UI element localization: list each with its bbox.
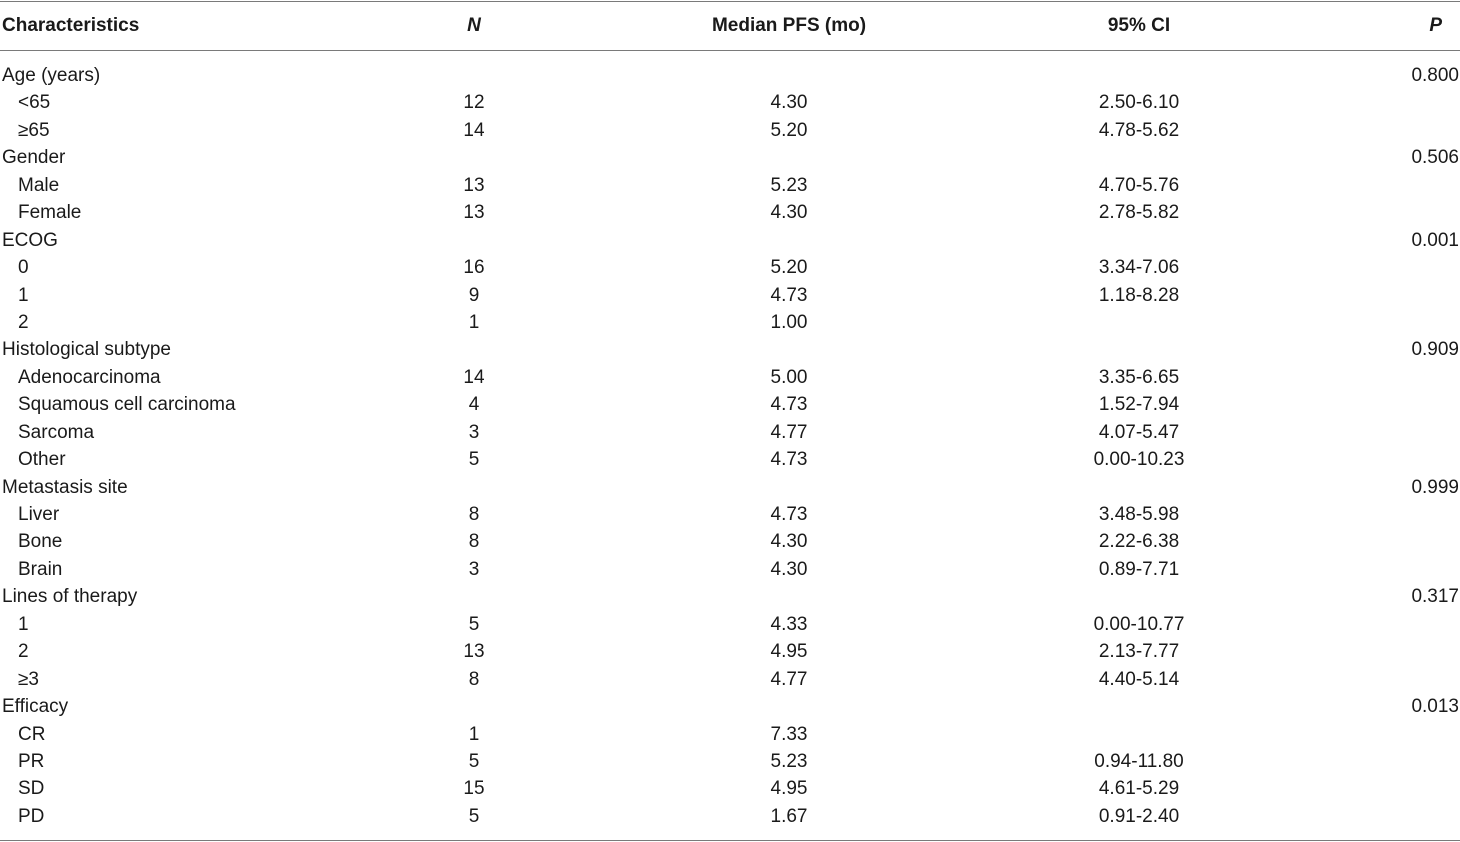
table-group-row [0, 583, 1460, 610]
table-row [0, 254, 1460, 281]
table-row [0, 446, 1460, 473]
cell-median-pfs: 4.30 [770, 558, 808, 580]
cell-n: 1 [468, 311, 480, 333]
cell-characteristic: PR [18, 750, 45, 772]
header-n: N [467, 15, 481, 36]
cell-characteristic: PD [18, 805, 45, 827]
cell-characteristic: ≥3 [18, 668, 39, 690]
cell-median-pfs: 5.00 [770, 366, 808, 388]
cell-characteristic: Female [18, 202, 82, 224]
cell-median-pfs: 4.95 [770, 641, 808, 663]
cell-ci: 3.35-6.65 [1098, 366, 1180, 388]
cell-median-pfs: 5.23 [770, 750, 808, 772]
table-group-row [0, 693, 1460, 720]
table-row [0, 89, 1460, 116]
cell-ci: 0.94-11.80 [1094, 750, 1184, 772]
table-row [0, 638, 1460, 665]
cell-n: 5 [468, 449, 480, 471]
cell-n: 4 [468, 394, 480, 416]
cell-characteristic: Age (years) [2, 65, 101, 86]
cell-median-pfs: 4.30 [770, 202, 808, 224]
cell-characteristic: Adenocarcinoma [18, 366, 161, 388]
table-bottom-rule [0, 840, 1460, 841]
table-group-row [0, 474, 1460, 501]
cell-ci: 2.78-5.82 [1098, 202, 1180, 224]
cell-median-pfs: 4.73 [770, 449, 808, 471]
cell-characteristic: Sarcoma [18, 421, 95, 443]
header-p: P [1429, 15, 1442, 36]
cell-characteristic: Other [18, 449, 66, 471]
table-row [0, 501, 1460, 528]
cell-n: 15 [463, 778, 485, 800]
cell-n: 13 [463, 202, 485, 224]
table-row [0, 309, 1460, 336]
cell-median-pfs: 4.73 [770, 284, 808, 306]
table-header-rule [0, 50, 1460, 51]
cell-ci: 1.52-7.94 [1098, 394, 1180, 416]
cell-characteristic: ≥65 [18, 119, 50, 141]
table-row [0, 199, 1460, 226]
cell-n: 16 [463, 257, 485, 279]
cell-ci: 1.18-8.28 [1098, 284, 1180, 306]
table-row [0, 528, 1460, 555]
cell-median-pfs: 4.77 [770, 421, 808, 443]
cell-characteristic: Male [18, 174, 60, 196]
cell-p: 0.909 [1411, 339, 1459, 361]
cell-characteristic: Metastasis site [2, 476, 128, 498]
cell-ci: 0.00-10.23 [1093, 449, 1185, 471]
cell-n: 14 [463, 366, 485, 388]
cell-characteristic: 0 [18, 257, 29, 279]
table-row [0, 419, 1460, 446]
cell-p: 0.001 [1411, 229, 1459, 251]
cell-median-pfs: 4.73 [770, 394, 808, 416]
cell-characteristic: Gender [2, 147, 66, 169]
cell-median-pfs: 4.77 [770, 668, 808, 690]
cell-ci: 2.22-6.38 [1098, 531, 1180, 553]
table-group-row [0, 336, 1460, 363]
table-row [0, 556, 1460, 583]
cell-ci: 3.34-7.06 [1098, 257, 1180, 279]
table-header [0, 0, 1460, 50]
cell-characteristic: Liver [18, 504, 60, 525]
cell-characteristic: 2 [18, 311, 29, 333]
cell-ci: 0.89-7.71 [1098, 558, 1180, 580]
cell-characteristic: 1 [18, 284, 29, 306]
cell-n: 3 [468, 421, 480, 443]
header-ci: 95% CI [1107, 15, 1171, 36]
cell-characteristic: <65 [18, 92, 51, 114]
cell-characteristic: Squamous cell carcinoma [18, 394, 236, 416]
cell-characteristic: ECOG [2, 229, 58, 251]
cell-median-pfs: 7.33 [770, 723, 808, 745]
cell-ci: 2.50-6.10 [1098, 92, 1180, 114]
table-row [0, 748, 1460, 775]
cell-characteristic: Efficacy [2, 696, 69, 718]
cell-median-pfs: 5.23 [770, 174, 808, 196]
cell-n: 5 [468, 805, 480, 827]
cell-p: 0.999 [1411, 476, 1459, 498]
table-row [0, 721, 1460, 748]
cell-p: 0.013 [1411, 696, 1459, 718]
cell-median-pfs: 4.30 [770, 92, 808, 114]
cell-n: 3 [468, 558, 480, 580]
cell-ci: 4.07-5.47 [1098, 421, 1180, 443]
cell-n: 5 [468, 750, 480, 772]
table-row [0, 282, 1460, 309]
cell-characteristic: 2 [18, 641, 29, 663]
cell-characteristic: Lines of therapy [2, 586, 138, 608]
cell-ci: 4.40-5.14 [1098, 668, 1180, 690]
cell-n: 9 [468, 284, 480, 306]
cell-median-pfs: 4.33 [770, 613, 808, 635]
cell-characteristic: CR [18, 723, 46, 745]
table-row [0, 775, 1460, 802]
cell-ci: 0.00-10.77 [1093, 613, 1185, 635]
table-group-row [0, 227, 1460, 254]
cell-median-pfs: 1.00 [770, 311, 808, 333]
table-row [0, 391, 1460, 418]
header-median-pfs: Median PFS (mo) [711, 15, 867, 36]
cell-characteristic: SD [18, 778, 45, 800]
table-group-row [0, 62, 1460, 89]
cell-n: 1 [468, 723, 480, 745]
cell-n: 13 [463, 174, 485, 196]
cell-median-pfs: 4.95 [770, 778, 808, 800]
table-row [0, 611, 1460, 638]
cell-p: 0.800 [1411, 65, 1459, 86]
table-row [0, 117, 1460, 144]
cell-median-pfs: 4.73 [770, 504, 808, 525]
cell-median-pfs: 5.20 [770, 257, 808, 279]
cell-ci: 3.48-5.98 [1098, 504, 1180, 525]
table-row [0, 364, 1460, 391]
cell-n: 14 [463, 119, 485, 141]
table-row [0, 666, 1460, 693]
cell-n: 8 [468, 504, 480, 525]
cell-characteristic: 1 [18, 613, 29, 635]
cell-median-pfs: 1.67 [770, 805, 808, 827]
cell-ci: 0.91-2.40 [1098, 805, 1180, 827]
cell-ci: 4.78-5.62 [1098, 119, 1180, 141]
cell-median-pfs: 5.20 [770, 119, 808, 141]
cell-p: 0.506 [1411, 147, 1459, 169]
cell-n: 8 [468, 531, 480, 553]
cell-median-pfs: 4.30 [770, 531, 808, 553]
cell-ci: 2.13-7.77 [1098, 641, 1180, 663]
cell-n: 12 [463, 92, 485, 114]
cell-characteristic: Brain [18, 558, 63, 580]
table-group-row [0, 144, 1460, 171]
cell-n: 5 [468, 613, 480, 635]
cell-ci: 4.70-5.76 [1098, 174, 1180, 196]
cell-n: 13 [463, 641, 485, 663]
cell-characteristic: Histological subtype [2, 339, 171, 361]
table-row [0, 172, 1460, 199]
cell-n: 8 [468, 668, 480, 690]
table-body [0, 62, 1460, 830]
cell-characteristic: Bone [18, 531, 63, 553]
cell-p: 0.317 [1411, 586, 1459, 608]
cell-ci: 4.61-5.29 [1098, 778, 1180, 800]
table-row [0, 803, 1460, 830]
header-characteristics: Characteristics [2, 15, 140, 36]
